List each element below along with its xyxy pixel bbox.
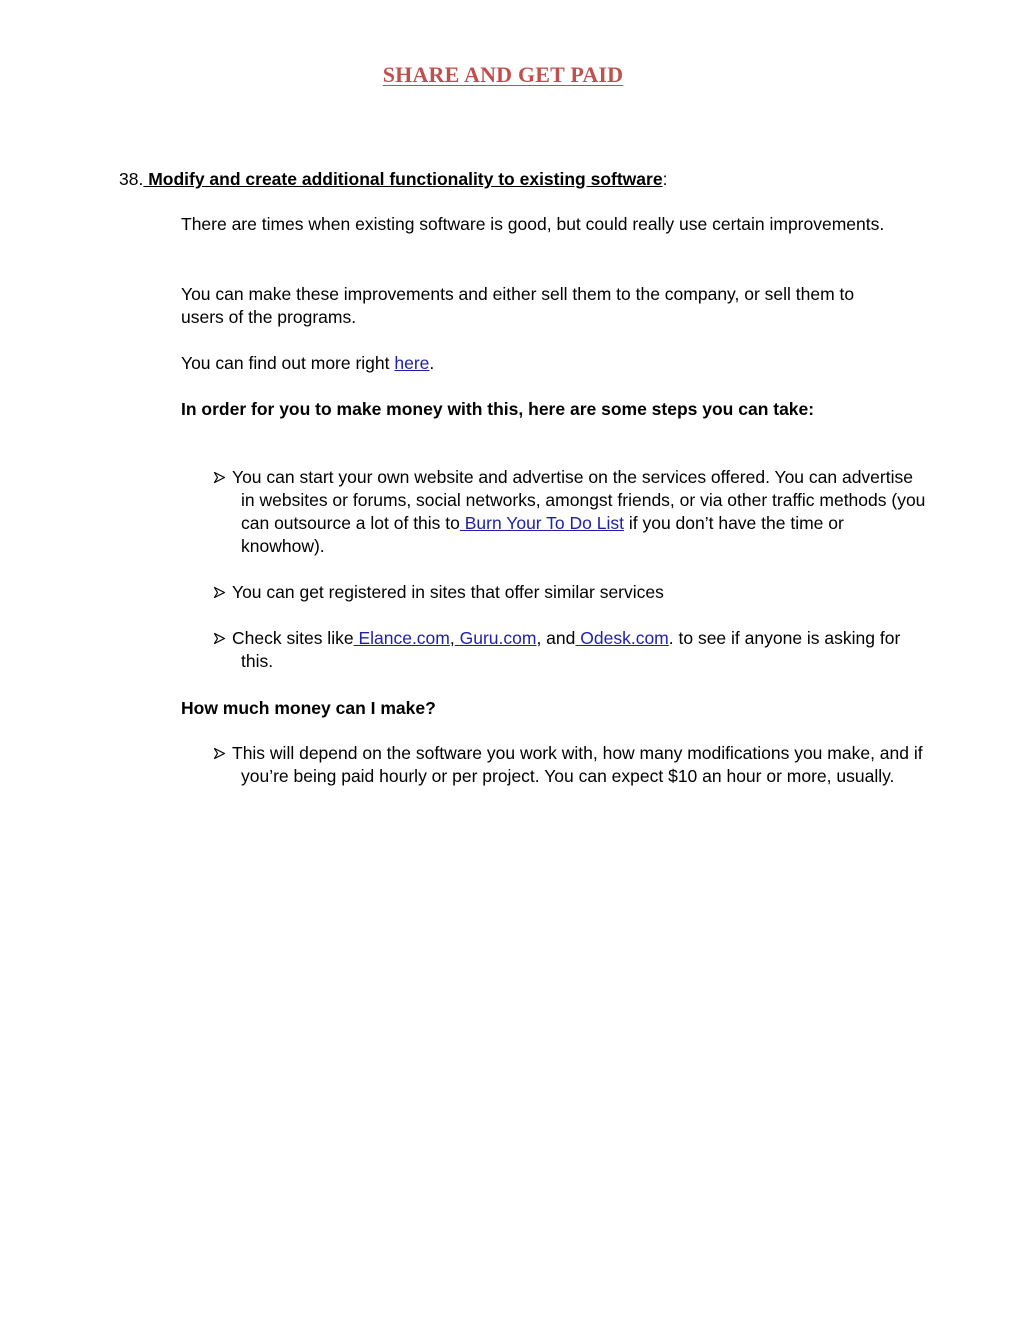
paragraph-intro: There are times when existing software is good, but could really use certain improvements. (181, 214, 885, 234)
arrow-bullet-icon (213, 581, 232, 604)
paragraph-improvements: You can make these improvements and either sell them to the company, or sell them to users of the programs. (181, 284, 855, 327)
page-title: SHARE AND GET PAID (382, 62, 624, 87)
money-heading: How much money can I make? (181, 698, 436, 718)
guru-link[interactable]: Guru.com (454, 628, 537, 648)
money-item (213, 742, 931, 788)
check-sites-suffix: . to see if anyone is asking for this. (241, 628, 901, 671)
check-sites-sep2: , and (536, 628, 576, 648)
arrow-bullet-icon (213, 742, 232, 765)
burn-your-to-do-list-link[interactable]: Burn Your To Do List (459, 513, 624, 533)
paragraph-more-info (181, 352, 901, 375)
step-item-register (213, 581, 931, 604)
steps-heading: In order for you to make money with this, here are some steps you can take: (181, 399, 815, 419)
step-item-register-text: You can get registered in sites that offer similar services (232, 582, 664, 602)
step-item-website-text: You can start your own website and advertise on the services offered. You can advertise in websites or forums, social networks, amongst friends, or via other traffic methods (you can outsource a lot of this to (232, 467, 926, 533)
more-info-suffix: . (429, 353, 435, 373)
step-item-website (213, 466, 931, 558)
more-info-prefix: You can find out more right (181, 353, 395, 373)
arrow-bullet-icon (213, 466, 232, 489)
money-item-text: This will depend on the software you work with, how many modifications you make, and if you’re being paid hourly or per project. You can expect $10 an hour or more, usually. (232, 743, 923, 786)
section-number: 38. (119, 169, 144, 189)
step-item-website-suffix: if you don’t have the time or knowhow). (241, 513, 844, 556)
section-heading-suffix: : (662, 169, 668, 189)
step-item-check-sites (213, 627, 931, 673)
check-sites-prefix: Check sites like (232, 628, 354, 648)
section-heading-text: Modify and create additional functionality to existing software (143, 169, 663, 189)
odesk-link[interactable]: Odesk.com (575, 628, 669, 648)
here-link[interactable]: here (394, 353, 430, 373)
check-sites-sep1: , (449, 628, 455, 648)
arrow-bullet-icon (213, 627, 232, 650)
elance-link[interactable]: Elance.com (353, 628, 450, 648)
section-heading (119, 168, 667, 190)
